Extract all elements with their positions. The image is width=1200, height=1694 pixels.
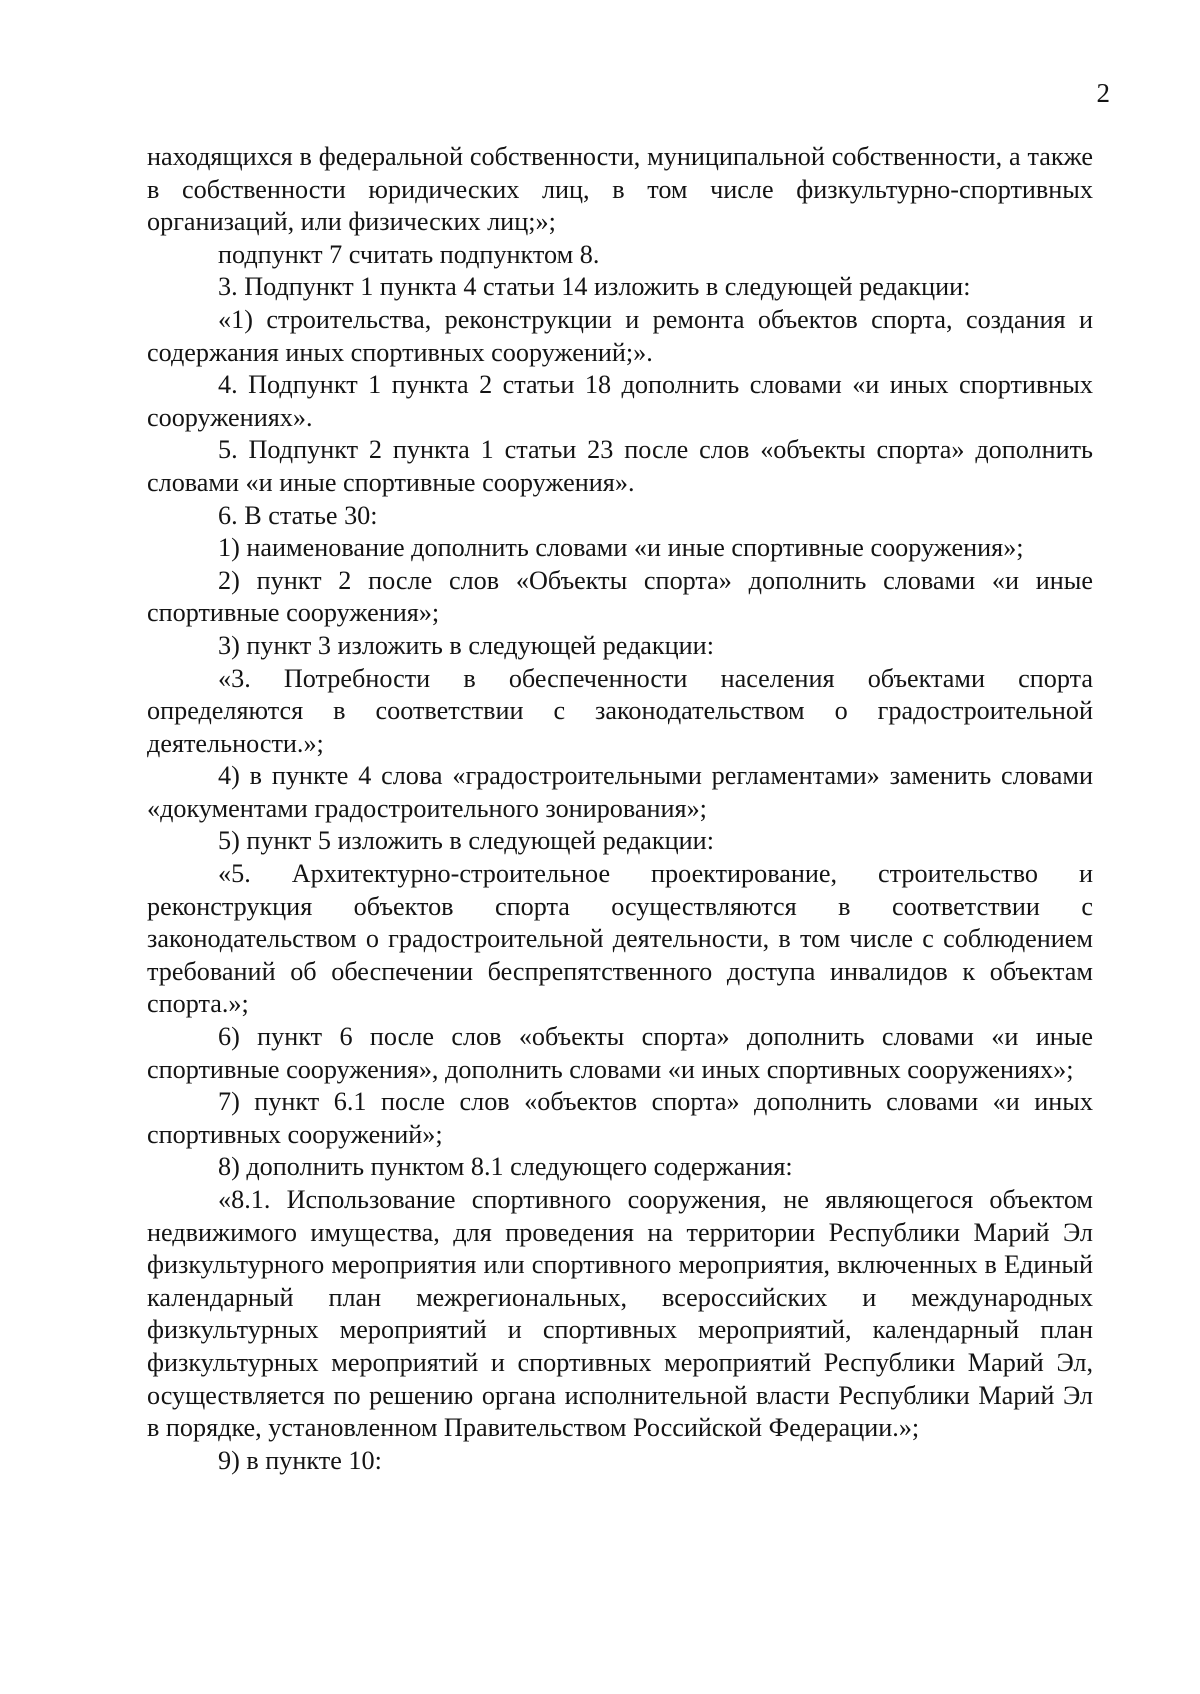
paragraph: 5) пункт 5 изложить в следующей редакции: [218, 826, 714, 856]
paragraph: 3. Подпункт 1 пункта 4 статьи 14 изложить в следующей редакции: [218, 272, 971, 302]
paragraph: «8.1. Использование спортивного сооружения, не являющегося объектом недвижимого имущества, для проведения на территории Республики Марий Эл физкультурного мероприятия или спортивного мероприятия, включенных в Единый календарный план межрегиональных, всероссийских и международных физкультурных мероприятий и спортивных мероприятий, календарный план физкультурных мероприятий и спортивных мероприятий Республики Марий Эл, осуществляется по решению органа исполнительной власти Республики Марий Эл в порядке, установленном Правительством Российской Федерации.»; [147, 1185, 1093, 1443]
paragraph: 4) в пункте 4 слова «градостроительными регламентами» заменить словами «документами градостроительного зонирования»; [147, 761, 1093, 823]
paragraph: «5. Архитектурно-строительное проектирование, строительство и реконструкция объектов спорта осуществляются в соответствии с законодательством о градостроительной деятельности, в том числе с соблюдением требований об обеспечении беспрепятственного доступа инвалидов к объектам спорта.»; [147, 859, 1093, 1019]
document-body [147, 141, 1093, 1477]
paragraph: 7) пункт 6.1 после слов «объектов спорта» дополнить словами «и иных спортивных сооружений»; [147, 1087, 1093, 1149]
paragraph: 6) пункт 6 после слов «объекты спорта» дополнить словами «и иные спортивные сооружения», дополнить словами «и иных спортивных сооружениях»; [147, 1022, 1093, 1084]
paragraph: «1) строительства, реконструкции и ремонта объектов спорта, создания и содержания иных спортивных сооружений;». [147, 304, 1093, 367]
paragraph: 9) в пункте 10: [218, 1445, 382, 1475]
paragraph: 8) дополнить пунктом 8.1 следующего содержания: [218, 1152, 793, 1182]
paragraph: 6. В статье 30: [218, 500, 378, 530]
page-number: 2 [1096, 78, 1110, 108]
paragraph: 3) пункт 3 изложить в следующей редакции: [218, 630, 714, 660]
paragraph: 4. Подпункт 1 пункта 2 статьи 18 дополнить словами «и иных спортивных сооружениях». [147, 370, 1093, 432]
paragraph: 2) пункт 2 после слов «Объекты спорта» дополнить словами «и иные спортивные сооружения»; [147, 565, 1093, 628]
paragraph-continued: находящихся в федеральной собственности, муниципальной собственности, а также в собственности юридических лиц, в том числе физкультурно-спортивных организаций, или физических лиц;»; [147, 142, 1093, 237]
paragraph: 1) наименование дополнить словами «и иные спортивные сооружения»; [218, 533, 1024, 563]
paragraph: «3. Потребности в обеспеченности населения объектами спорта определяются в соответствии с законодательством о градостроительной деятельности.»; [147, 663, 1093, 758]
paragraph: подпункт 7 считать подпунктом 8. [218, 239, 600, 269]
paragraph: 5. Подпункт 2 пункта 1 статьи 23 после слов «объекты спорта» дополнить словами «и иные спортивные сооружения». [147, 435, 1093, 497]
